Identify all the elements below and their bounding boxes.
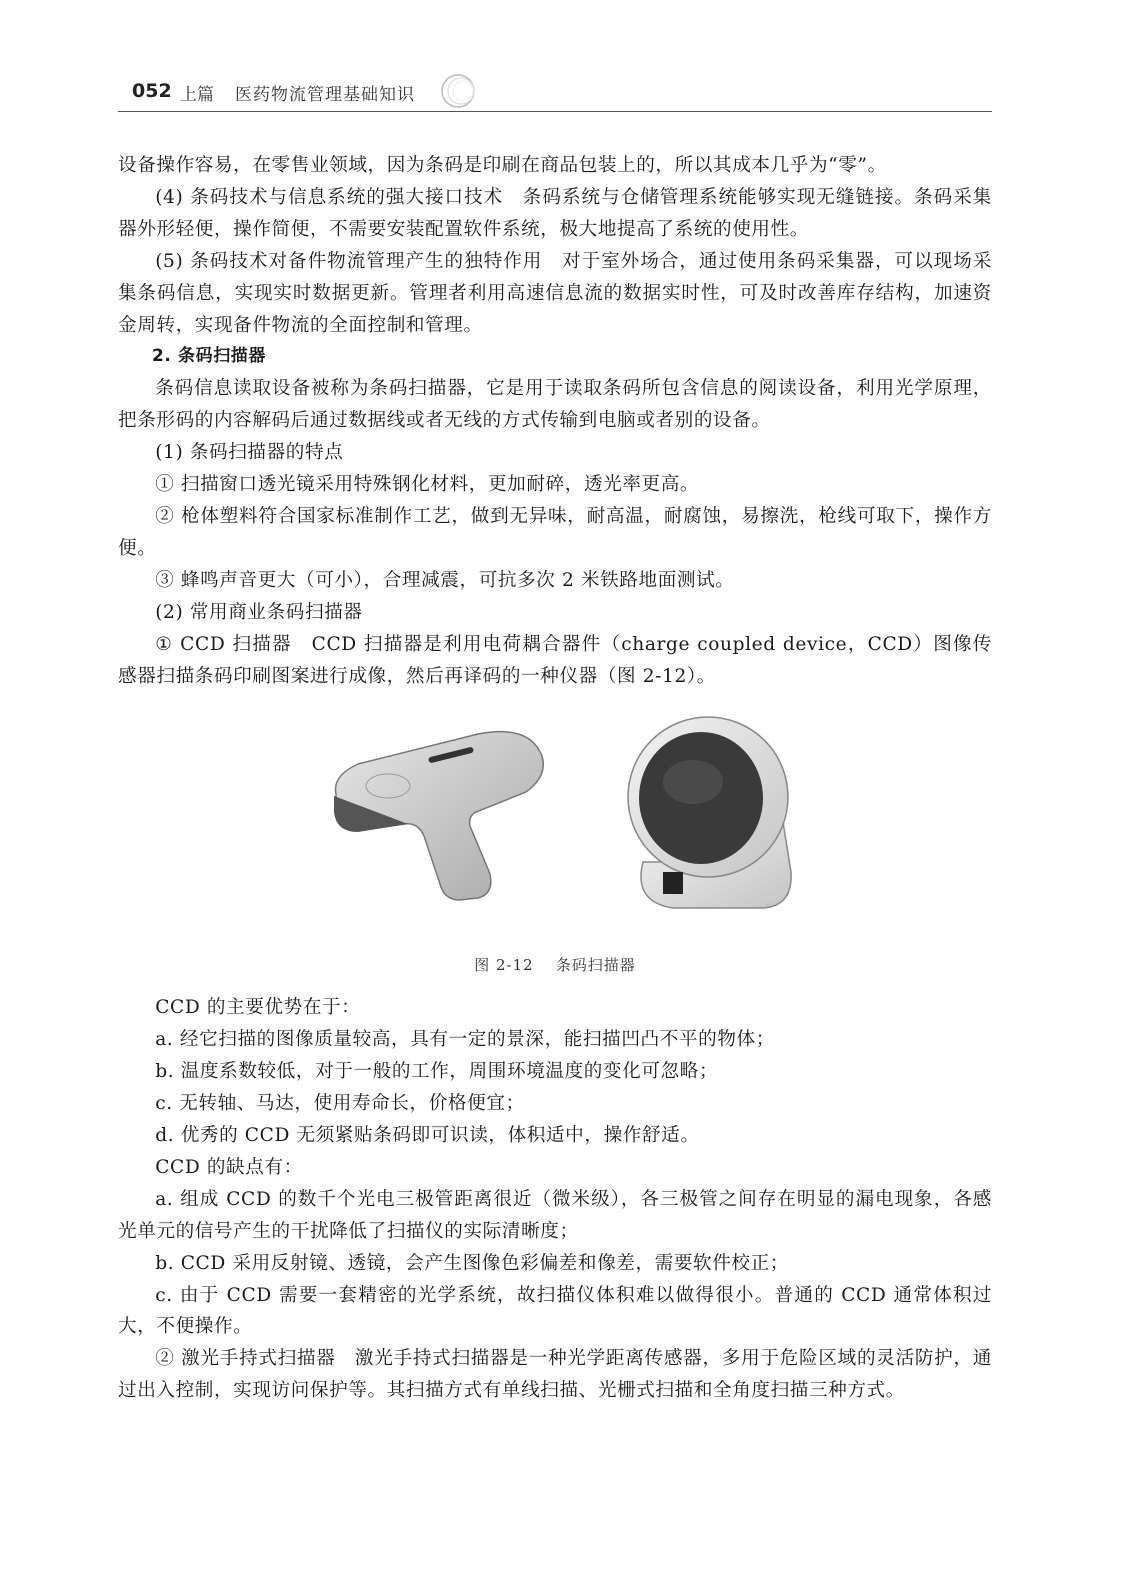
paragraph: ① CCD 扫描器 CCD 扫描器是利用电荷耦合器件（charge coupled device，CCD）图像传感器扫描条码印刷图案进行成像，然后再译码的一种仪器（图 2-12）。 (118, 633, 992, 687)
paragraph: (1) 条码扫描器的特点 (155, 442, 344, 464)
omnidirectional-scanner-image (613, 712, 803, 912)
figure-title: 条码扫描器 (555, 956, 636, 975)
page-header (118, 70, 992, 114)
list-item: c. 由于 CCD 需要一套精密的光学系统，故扫描仪体积难以做得很小。普通的 CCD 通常体积过大，不便操作。 (118, 1284, 992, 1338)
list-item: c. 无转轴、马达，使用寿命长，价格便宜； (155, 1093, 525, 1115)
figure-number: 图 2-12 (474, 956, 534, 975)
paragraph: CCD 的主要优势在于： (155, 997, 361, 1019)
header-rule (118, 111, 992, 112)
section-heading: 2. 条码扫描器 (152, 346, 267, 367)
running-title: 医药物流管理基础知识 (235, 85, 415, 105)
handheld-scanner-image (318, 712, 558, 912)
paragraph: (5) 条码技术对备件物流管理产生的独特作用 对于室外场合，通过使用条码采集器，可以现场采集条码信息，实现实时数据更新。管理者利用高速信息流的数据实时性，可及时改善库存结构，加速资金周转，实现备件物流的全面控制和管理。 (118, 250, 992, 336)
header-ornament-icon (436, 73, 480, 109)
figure-caption (118, 954, 992, 975)
paragraph: ② 激光手持式扫描器 激光手持式扫描器是一种光学距离传感器，多用于危险区域的灵活防护，通过出入控制，实现访问保护等。其扫描方式有单线扫描、光栅式扫描和全角度扫描三种方式。 (118, 1348, 992, 1402)
list-item: ① 扫描窗口透光镜采用特殊钢化材料，更加耐碎，透光率更高。 (155, 474, 700, 496)
paragraph: 设备操作容易，在零售业领域，因为条码是印刷在商品包装上的，所以其成本几乎为“零”。 (118, 155, 887, 176)
page-body (118, 150, 992, 1407)
list-item: ② 枪体塑料符合国家标准制作工艺，做到无异味，耐高温，耐腐蚀，易擦洗，枪线可取下，操作方便。 (118, 505, 992, 559)
list-item: d. 优秀的 CCD 无须紧贴条码即可识读，体积适中，操作舒适。 (155, 1125, 700, 1147)
paragraph: (2) 常用商业条码扫描器 (155, 601, 363, 623)
paragraph: CCD 的缺点有： (155, 1156, 303, 1178)
list-item: a. 经它扫描的图像质量较高，具有一定的景深，能扫描凹凸不平的物体； (155, 1029, 775, 1051)
part-label: 上篇 (180, 85, 214, 105)
paragraph: 条码信息读取设备被称为条码扫描器，它是用于读取条码所包含信息的阅读设备，利用光学原理，把条形码的内容解码后通过数据线或者无线的方式传输到电脑或者别的设备。 (118, 378, 992, 432)
list-item: b. 温度系数较低，对于一般的工作，周围环境温度的变化可忽略； (155, 1061, 719, 1083)
figure-2-12 (118, 692, 992, 992)
list-item: ③ 蜂鸣声音更大（可小），合理减震，可抗多次 2 米铁路地面测试。 (155, 569, 735, 591)
list-item: b. CCD 采用反射镜、透镜，会产生图像色彩偏差和像差，需要软件校正； (155, 1252, 790, 1274)
paragraph: (4) 条码技术与信息系统的强大接口技术 条码系统与仓储管理系统能够实现无缝链接。条码采集器外形轻便，操作简便，不需要安装配置软件系统，极大地提高了系统的使用性。 (118, 186, 992, 240)
page-number: 052 (132, 80, 172, 102)
list-item: a. 组成 CCD 的数千个光电三极管距离很近（微米级），各三极管之间存在明显的漏电现象，各感光单元的信号产生的干扰降低了扫描仪的实际清晰度； (118, 1188, 992, 1242)
